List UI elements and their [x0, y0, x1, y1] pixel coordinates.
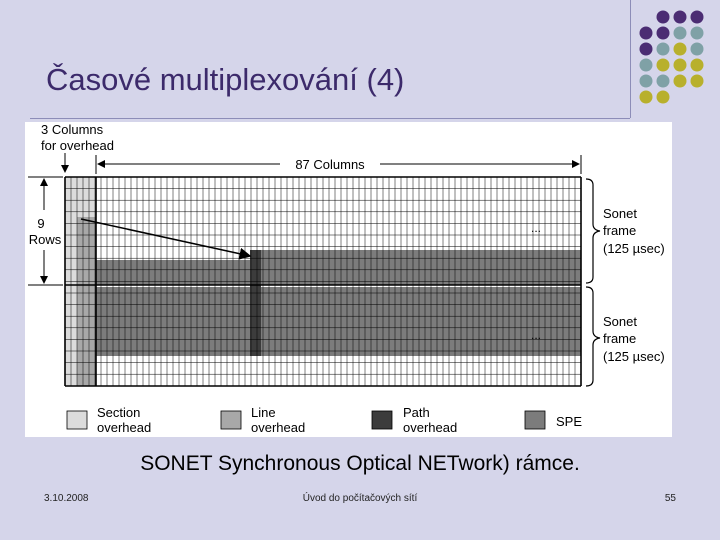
frame-1-label-line3: (125 µsec) — [603, 241, 665, 256]
rows-count-label: Rows — [28, 232, 62, 247]
sonet-frame-diagram — [25, 122, 672, 437]
footer-page-number: 55 — [664, 493, 676, 504]
decorative-dot-grid — [636, 8, 720, 108]
spe-frame-2 — [96, 287, 581, 356]
frame-grid — [65, 177, 581, 386]
columns-count-label: 87 Columns — [295, 157, 365, 172]
decorative-dot — [640, 27, 653, 40]
frame-2-label-line3: (125 µsec) — [603, 349, 665, 364]
overhead-columns-label-line1: 3 Columns — [41, 122, 104, 137]
legend-label-spe: SPE — [556, 414, 583, 429]
decorative-dot — [640, 75, 653, 88]
footer-course-title: Úvod do počítačových sítí — [302, 493, 418, 504]
frame-1-label-line2: frame — [603, 223, 637, 238]
path-overhead-column — [250, 250, 261, 356]
legend-swatch-line-overhead — [221, 411, 241, 429]
corner-divider — [630, 0, 631, 118]
frame-1-brace — [586, 179, 600, 283]
rows-count-number: 9 — [37, 216, 45, 231]
legend-label-line-line2: overhead — [251, 420, 306, 435]
decorative-dot — [691, 43, 704, 56]
decorative-dot — [674, 11, 687, 24]
frame-2-label-line1: Sonet — [603, 314, 637, 329]
legend-swatch-spe — [525, 411, 545, 429]
decorative-dot — [691, 59, 704, 72]
decorative-dot — [640, 59, 653, 72]
decorative-dot — [691, 11, 704, 24]
figure-caption: SONET Synchronous Optical NETwork) rámce. — [140, 452, 580, 475]
ellipsis-frame-1: ... — [530, 221, 542, 235]
legend-swatch-section-overhead — [67, 411, 87, 429]
decorative-dot — [674, 43, 687, 56]
decorative-dot — [657, 75, 670, 88]
decorative-dot — [691, 27, 704, 40]
frame-2-brace — [586, 287, 600, 386]
frame-1-label-line1: Sonet — [603, 206, 637, 221]
legend-swatch-path-overhead — [372, 411, 392, 429]
decorative-dot — [674, 27, 687, 40]
legend-label-line-line1: Line — [251, 405, 276, 420]
line-overhead-area — [77, 217, 96, 386]
legend-label-section-line2: overhead — [97, 420, 152, 435]
footer-date: 3.10.2008 — [44, 493, 89, 504]
spe-frame-1-right — [250, 250, 581, 285]
decorative-dot — [657, 43, 670, 56]
decorative-dot — [657, 59, 670, 72]
title-divider — [30, 118, 630, 119]
decorative-dot — [640, 91, 653, 104]
decorative-dot — [640, 43, 653, 56]
decorative-dot — [691, 75, 704, 88]
diagram-canvas — [25, 122, 672, 437]
slide-title: Časové multiplexování (4) — [46, 62, 405, 97]
ellipsis-frame-2: ... — [530, 328, 542, 342]
decorative-dot — [674, 75, 687, 88]
decorative-dot — [657, 11, 670, 24]
decorative-dot — [657, 91, 670, 104]
legend-label-section-line1: Section — [97, 405, 141, 420]
legend-label-path-line1: Path — [403, 405, 430, 420]
legend-label-path-line2: overhead — [403, 420, 458, 435]
decorative-dot — [657, 27, 670, 40]
overhead-columns-label-line2: for overhead — [41, 138, 114, 153]
decorative-dot — [674, 59, 687, 72]
frame-2-label-line2: frame — [603, 331, 637, 346]
